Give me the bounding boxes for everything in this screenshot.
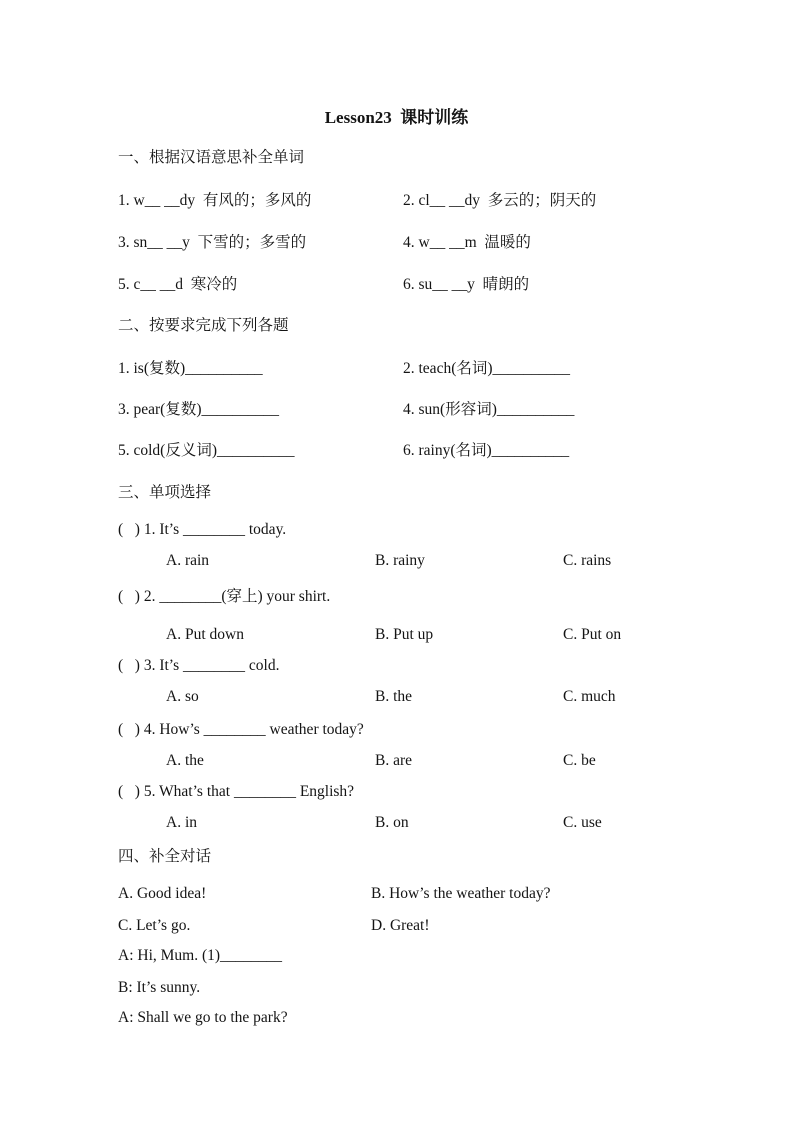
dialogue-choice-b: B. How’s the weather today? [371,885,551,902]
question-3-option-c: C. much [563,688,616,705]
question-5: ( ) 5. What’s that ________ English? [118,783,355,800]
question-4-option-a: A. the [166,752,204,769]
question-1-option-a: A. rain [166,552,210,569]
word-item-5: 5. c__ __d 寒冷的 [118,276,238,293]
section4-heading: 四、补全对话 [118,848,212,865]
word-item-4: 4. w__ __m 温暖的 [403,234,531,251]
question-2-option-a: A. Put down [166,626,244,643]
word-item-2: 2. cl__ __dy 多云的；阴天的 [403,192,597,209]
dialogue-choice-d: D. Great! [371,917,430,934]
dialogue-line-3: A: Shall we go to the park? [118,1009,288,1026]
transform-item-4: 4. sun(形容词)__________ [403,401,575,418]
transform-item-1: 1. is(复数)__________ [118,360,263,377]
question-4-option-c: C. be [563,752,596,769]
question-1-option-c: C. rains [563,552,612,569]
section3-heading: 三、单项选择 [118,484,212,501]
question-1: ( ) 1. It’s ________ today. [118,521,287,538]
question-2: ( ) 2. ________(穿上) your shirt. [118,588,331,605]
section2-heading: 二、按要求完成下列各题 [118,317,289,334]
question-5-option-b: B. on [375,814,409,831]
transform-item-3: 3. pear(复数)__________ [118,401,279,418]
dialogue-line-1: A: Hi, Mum. (1)________ [118,947,283,964]
question-4-option-b: B. are [375,752,413,769]
question-5-option-c: C. use [563,814,602,831]
dialogue-choice-a: A. Good idea! [118,885,207,902]
question-3: ( ) 3. It’s ________ cold. [118,657,280,674]
transform-item-2: 2. teach(名词)__________ [403,360,571,377]
question-4: ( ) 4. How’s ________ weather today? [118,721,364,738]
question-3-option-a: A. so [166,688,199,705]
dialogue-line-2: B: It’s sunny. [118,979,201,996]
question-1-option-b: B. rainy [375,552,425,569]
page-title: Lesson23 课时训练 [324,108,469,127]
word-item-6: 6. su__ __y 晴朗的 [403,276,530,293]
question-2-option-c: C. Put on [563,626,622,643]
dialogue-choice-c: C. Let’s go. [118,917,191,934]
question-5-option-a: A. in [166,814,197,831]
question-2-option-b: B. Put up [375,626,434,643]
question-3-option-b: B. the [375,688,413,705]
section1-heading: 一、根据汉语意思补全单词 [118,149,305,166]
word-item-3: 3. sn__ __y 下雪的；多雪的 [118,234,307,251]
transform-item-5: 5. cold(反义词)__________ [118,442,295,459]
word-item-1: 1. w__ __dy 有风的；多风的 [118,192,312,209]
transform-item-6: 6. rainy(名词)__________ [403,442,570,459]
